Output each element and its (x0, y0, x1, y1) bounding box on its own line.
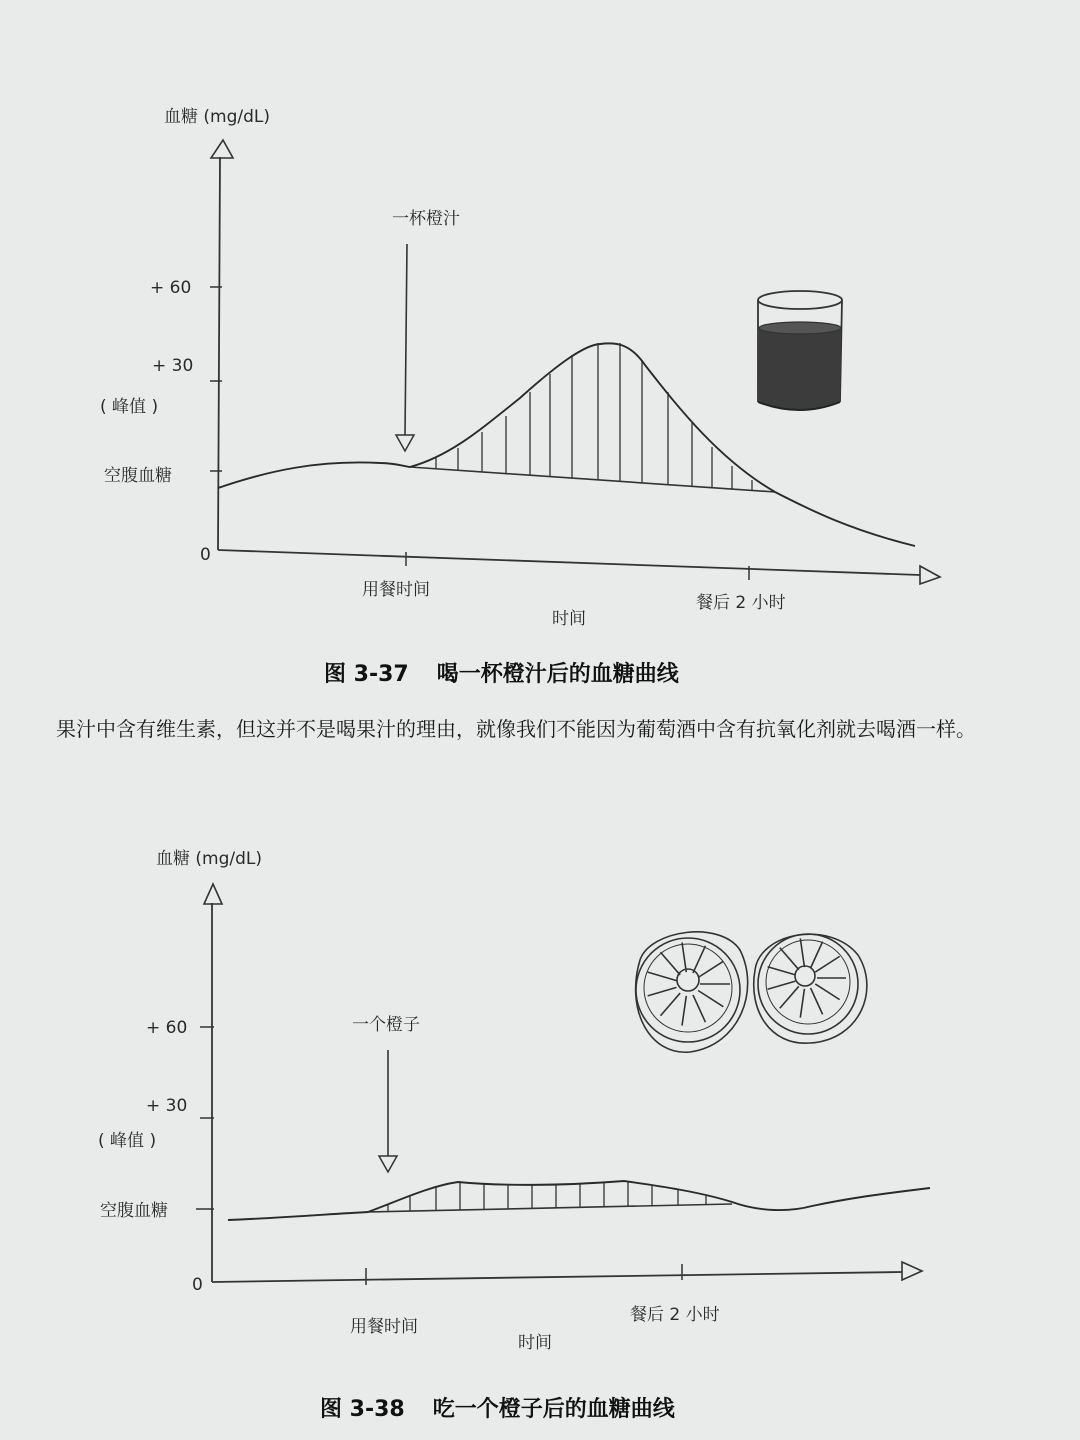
area-baseline (368, 1204, 732, 1212)
orange-segment-line (768, 981, 796, 989)
orange-segment-line (800, 989, 804, 1018)
orange-halves-illustration (636, 932, 867, 1052)
orange-segment-line (815, 956, 839, 972)
x-tick-label-2h: 餐后 2 小时 (630, 1305, 720, 1325)
annotation-arrowhead (379, 1156, 397, 1172)
x-tick-label-meal: 用餐时间 (362, 580, 430, 600)
glucose-curve (228, 1181, 930, 1220)
y-tick-label-zero: 0 (192, 1275, 203, 1295)
y-tick-label-peak: ( 峰值 ) (100, 397, 159, 417)
orange-segment-line (660, 952, 680, 975)
annotation-label: 一杯橙汁 (392, 209, 460, 229)
x-axis-arrow (902, 1262, 922, 1280)
figure-caption-2 (320, 1392, 675, 1423)
orange-segment-line (800, 938, 804, 967)
orange-segment-line (693, 995, 705, 1022)
orange-segment-line (780, 948, 799, 970)
figure-number: 图 3-38 (320, 1397, 405, 1422)
y-tick-label-zero: 0 (200, 545, 211, 565)
x-axis-label: 时间 (552, 609, 586, 629)
orange-segment-line (648, 972, 677, 980)
y-tick-label-30: + 30 (152, 356, 194, 376)
x-axis-label: 时间 (518, 1333, 552, 1353)
orange-segment-line (811, 988, 823, 1014)
orange-half-left (636, 932, 748, 1052)
y-tick-label-peak: ( 峰值 ) (98, 1131, 157, 1151)
orange-segment-line (648, 987, 677, 995)
orange-segment-line (698, 961, 723, 977)
figure-number: 图 3-37 (324, 662, 409, 687)
figure-title: 喝一杯橙汁后的血糖曲线 (436, 662, 679, 687)
orange-segment-line (682, 942, 686, 972)
orange-segment-line (780, 986, 799, 1008)
orange-segment-line (811, 942, 823, 968)
orange-segment-line (660, 993, 680, 1016)
annotation-label: 一个橙子 (352, 1015, 420, 1035)
orange-segment-line (768, 967, 796, 975)
orange-segment-line (693, 946, 705, 973)
y-tick-label-30: + 30 (146, 1096, 188, 1116)
orange-half-right (754, 934, 867, 1043)
figure-title: 吃一个橙子后的血糖曲线 (432, 1397, 675, 1422)
body-paragraph: 果汁中含有维生素，但这并不是喝果汁的理由，就像我们不能因为葡萄酒中含有抗氧化剂就去喝酒一样。 (56, 717, 976, 741)
y-tick-label-60: + 60 (150, 278, 192, 298)
y-axis-label: 血糖 (mg/dL) (156, 849, 263, 869)
x-axis (212, 1272, 902, 1282)
y-axis-arrow (204, 884, 222, 904)
y-tick-label-fasting: 空腹血糖 (100, 1201, 168, 1221)
y-tick-label-60: + 60 (146, 1018, 188, 1038)
x-tick-label-2h: 餐后 2 小时 (696, 593, 786, 613)
orange-segment-line (815, 984, 839, 1000)
y-tick-label-fasting: 空腹血糖 (104, 466, 172, 486)
orange-segment-line (698, 990, 723, 1006)
y-axis-label: 血糖 (mg/dL) (164, 107, 271, 127)
x-tick-label-meal: 用餐时间 (350, 1317, 418, 1337)
orange-segment-line (682, 996, 686, 1026)
